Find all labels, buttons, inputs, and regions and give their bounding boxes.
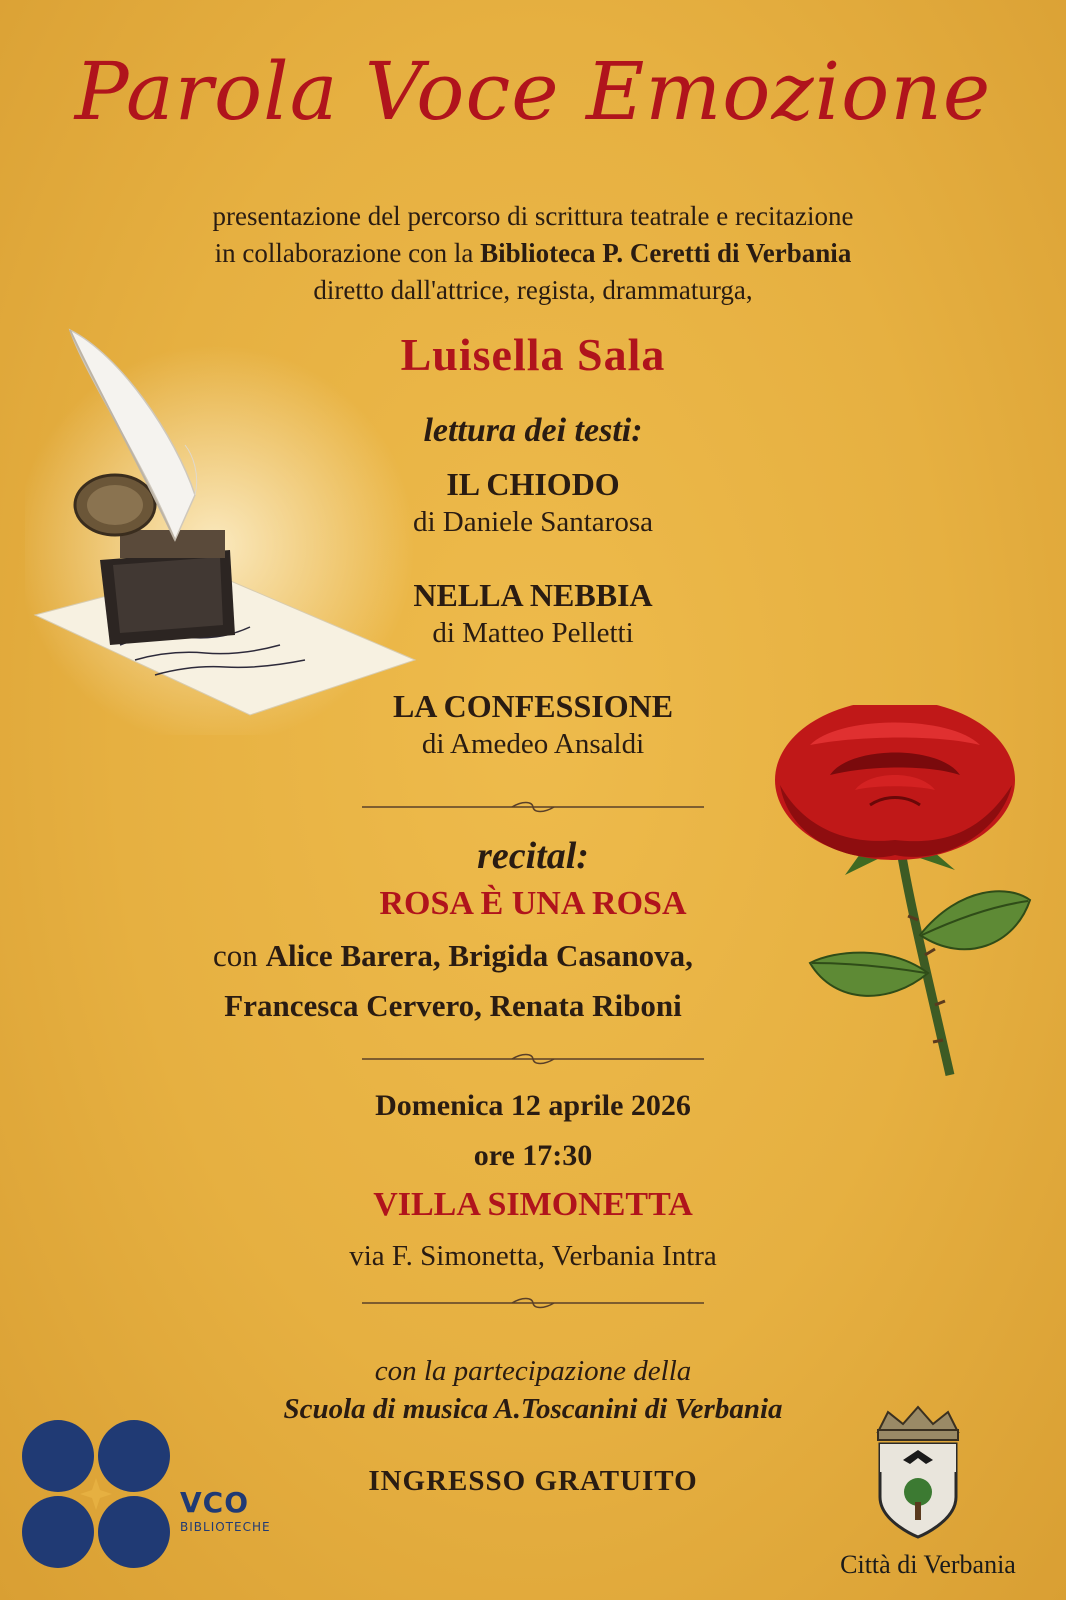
clover-logo-icon [20, 1418, 172, 1570]
recital-cast-line-1 [0, 938, 986, 974]
poster-title: Parola Voce Emozione [74, 45, 992, 138]
ornamental-divider [362, 1297, 704, 1309]
vco-logo-text: VCO [180, 1486, 250, 1519]
event-venue: VILLA SIMONETTA [373, 1186, 693, 1223]
intro-line-1: presentazione del percorso di scrittura teatrale e recitazione [212, 201, 854, 231]
director-name: Luisella Sala [400, 329, 666, 380]
ornamental-divider [362, 1053, 704, 1065]
music-school-name: Scuola di musica A.Toscanini di Verbania [283, 1393, 783, 1425]
event-time: ore 17:30 [473, 1139, 593, 1172]
intro-line-3: diretto dall'attrice, regista, drammaturga, [313, 275, 753, 305]
recital-heading: recital: [477, 835, 589, 877]
work-title-3: LA CONFESSIONE [392, 688, 674, 724]
cast-names-1: Alice Barera, Brigida Casanova, [265, 938, 693, 973]
readings-heading: lettura dei testi: [423, 412, 643, 449]
work-title-1: IL CHIODO [446, 466, 620, 502]
ornamental-divider [362, 801, 704, 813]
participation-line: con la partecipazione della [374, 1355, 692, 1387]
city-crest-icon [858, 1402, 978, 1542]
work-author-2: di Matteo Pelletti [432, 617, 634, 649]
recital-cast-line-2: Francesca Cervero, Renata Riboni [224, 988, 682, 1023]
cast-prefix: con [213, 938, 266, 973]
event-address: via F. Simonetta, Verbania Intra [349, 1240, 717, 1272]
recital-title: ROSA È UNA ROSA [379, 885, 687, 922]
intro-line-2-prefix: in collaborazione con la [214, 238, 481, 268]
free-admission: INGRESSO GRATUITO [368, 1465, 698, 1497]
work-author-1: di Daniele Santarosa [413, 506, 653, 538]
intro-line-2 [0, 235, 1066, 272]
city-name: Città di Verbania [840, 1550, 1016, 1579]
library-name: Biblioteca P. Ceretti di Verbania [480, 238, 852, 268]
work-title-2: NELLA NEBBIA [413, 577, 653, 613]
work-author-3: di Amedeo Ansaldi [421, 728, 645, 760]
vco-logo-subtitle: BIBLIOTECHE [180, 1520, 271, 1534]
event-date: Domenica 12 aprile 2026 [375, 1089, 691, 1122]
